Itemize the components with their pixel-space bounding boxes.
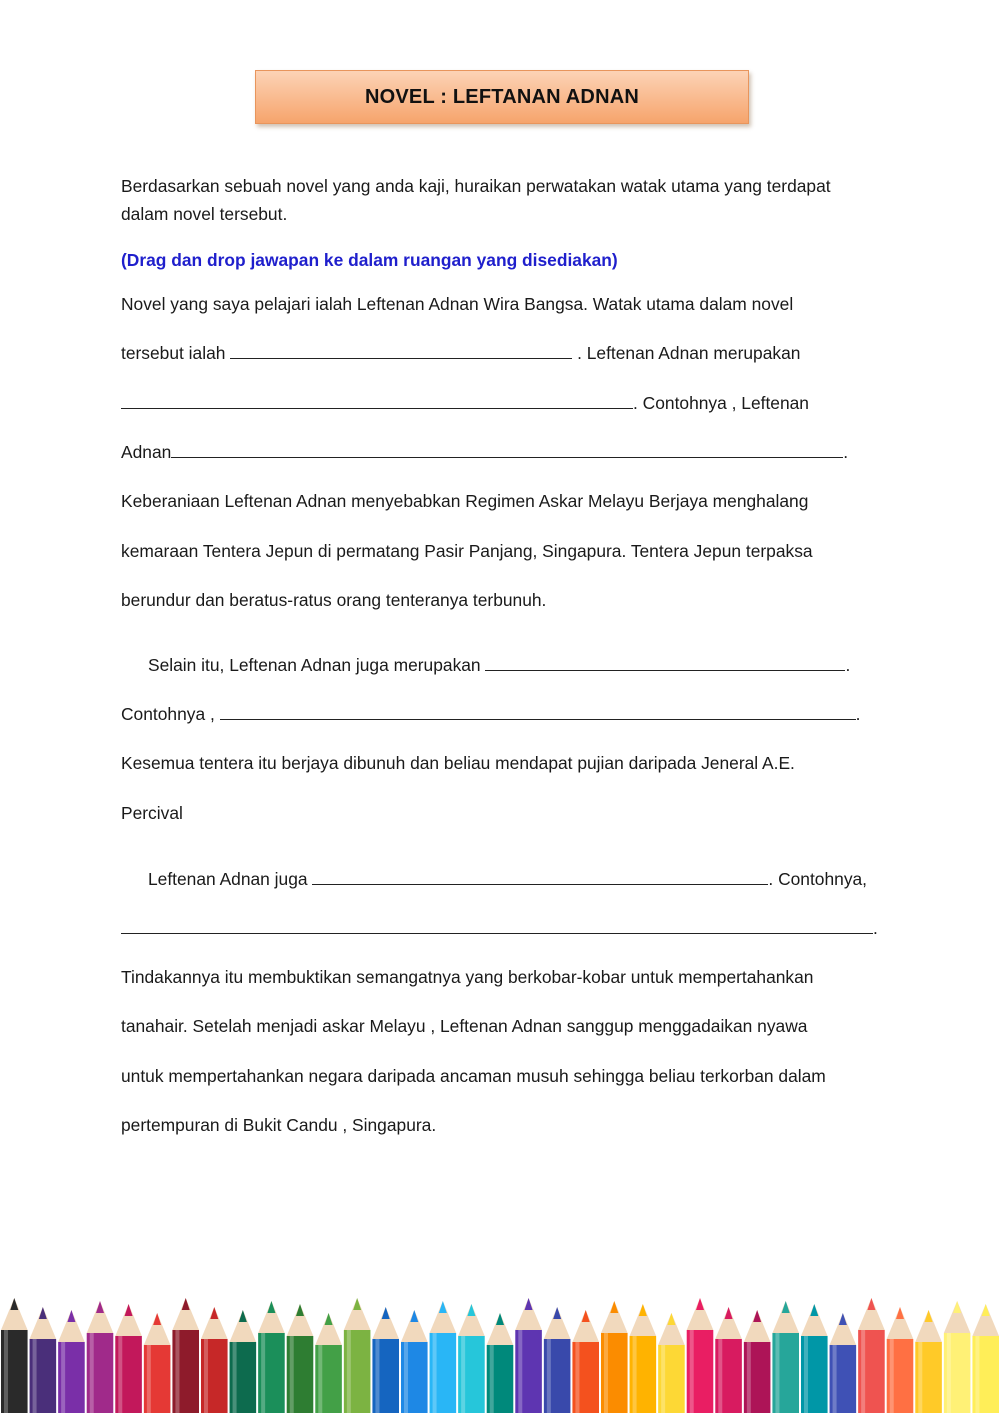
para1-line-2-text-b: . Leftenan Adnan merupakan: [572, 343, 801, 363]
para1-line-7: berundur dan beratus-ratus orang tenteranya terbunuh.: [121, 590, 547, 610]
pencil: [515, 1298, 542, 1413]
answer-blank-2[interactable]: [121, 392, 633, 409]
pencil: [172, 1298, 199, 1413]
pencil: [458, 1304, 485, 1413]
pencil: [630, 1304, 657, 1413]
para3-line-5: untuk mempertahankan negara daripada ancaman musuh sehingga beliau terkorban dalam: [121, 1066, 826, 1086]
para3-line-6: pertempuran di Bukit Candu , Singapura.: [121, 1115, 437, 1135]
para1-line-2: [121, 342, 800, 364]
pencil: [1, 1298, 28, 1413]
para1-line-5: Keberaniaan Leftenan Adnan menyebabkan Regimen Askar Melayu Berjaya menghalang: [121, 491, 809, 511]
pencil: [30, 1307, 57, 1413]
para3-line-1: [148, 868, 867, 890]
pencil: [430, 1301, 457, 1413]
pencil: [944, 1301, 971, 1413]
pencil: [544, 1307, 571, 1413]
para3-line-4: tanahair. Setelah menjadi askar Melayu , Leftenan Adnan sanggup menggadaikan nyawa: [121, 1016, 808, 1036]
para2-line-1: [148, 654, 850, 676]
pencil: [887, 1307, 914, 1413]
pencil: [115, 1304, 142, 1413]
pencil: [287, 1304, 314, 1413]
page-title: NOVEL : LEFTANAN ADNAN: [255, 70, 749, 124]
para1-line-2-text-a: tersebut ialah: [121, 343, 231, 363]
answer-blank-4[interactable]: [485, 654, 845, 671]
pencil: [687, 1298, 714, 1413]
answer-blank-1[interactable]: [230, 342, 572, 359]
answer-blank-7[interactable]: [121, 917, 873, 934]
pencil: [772, 1301, 799, 1413]
para2-line-3: Kesemua tentera itu berjaya dibunuh dan beliau mendapat pujian daripada Jeneral A.E.: [121, 753, 795, 773]
answer-blank-6[interactable]: [312, 868, 768, 885]
para1-line-4: [121, 441, 848, 463]
pencil: [715, 1307, 742, 1413]
para3-line-1-text-a: Leftenan Adnan juga: [148, 869, 313, 889]
pencil: [315, 1313, 342, 1413]
para1-line-4-text-a: Adnan: [121, 442, 172, 462]
answer-blank-3[interactable]: [171, 441, 843, 458]
para2-line-1-text-a: Selain itu, Leftenan Adnan juga merupakan: [148, 655, 486, 675]
pencil: [801, 1304, 828, 1413]
pencil: [915, 1310, 942, 1413]
para3-line-1-text-b: . Contohnya,: [768, 869, 868, 889]
para1-line-3-text-b: . Contohnya , Leftenan: [633, 393, 809, 413]
pencil: [401, 1310, 428, 1413]
intro-line-1: Berdasarkan sebuah novel yang anda kaji, huraikan perwatakan watak utama yang terdapat: [121, 176, 831, 196]
para2-line-2-text-a: Contohnya ,: [121, 704, 220, 724]
pencil: [658, 1313, 685, 1413]
pencil: [487, 1313, 514, 1413]
pencil: [572, 1310, 599, 1413]
para3-line-3: Tindakannya itu membuktikan semangatnya yang berkobar-kobar untuk mempertahankan: [121, 967, 814, 987]
pencil: [87, 1301, 114, 1413]
para1-line-1: Novel yang saya pelajari ialah Leftenan Adnan Wira Bangsa. Watak utama dalam novel: [121, 294, 794, 314]
para2-line-1-text-b: .: [845, 655, 851, 675]
para3-line-2-text-b: .: [873, 918, 878, 938]
pencil: [830, 1313, 857, 1413]
para2-line-2-text-b: .: [855, 704, 861, 724]
pencil: [230, 1310, 257, 1413]
pencil: [144, 1313, 171, 1413]
para2-line-2: [121, 703, 860, 725]
pencil: [58, 1310, 85, 1413]
pencil: [858, 1298, 885, 1413]
answer-blank-5[interactable]: [220, 703, 856, 720]
pencil: [258, 1301, 285, 1413]
pencil: [372, 1307, 399, 1413]
para1-line-3: [121, 392, 809, 414]
instruction-text: (Drag dan drop jawapan ke dalam ruangan yang disediakan): [121, 250, 618, 270]
pencil: [344, 1298, 371, 1413]
pencil: [972, 1304, 999, 1413]
pencil: [601, 1301, 628, 1413]
intro-line-2: dalam novel tersebut.: [121, 204, 288, 224]
pencil: [744, 1310, 771, 1413]
colored-pencils-decoration: [0, 1290, 1000, 1413]
para2-line-4: Percival: [121, 803, 183, 823]
pencil: [201, 1307, 228, 1413]
para1-line-6: kemaraan Tentera Jepun di permatang Pasir Panjang, Singapura. Tentera Jepun terpaksa: [121, 541, 813, 561]
para3-line-2: [121, 917, 878, 939]
para1-line-4-text-b: .: [843, 442, 849, 462]
